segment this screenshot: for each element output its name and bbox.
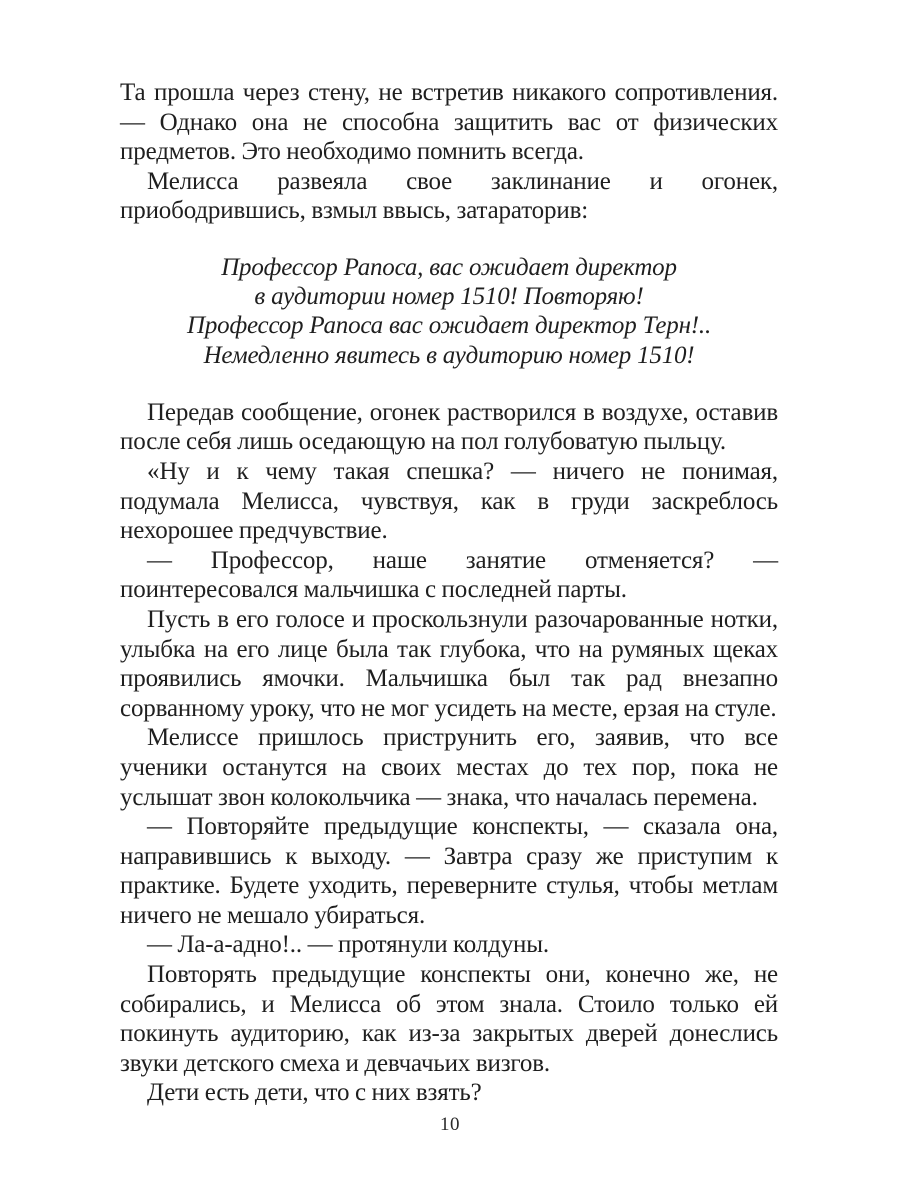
text-before-message	[120, 78, 778, 226]
paragraph: — Ла-а-адно!.. — протянули колдуны.	[147, 931, 550, 959]
message-line: Немедленно явитесь в аудиторию номер 1510!	[203, 341, 695, 369]
message-line: Профессор Рапоса вас ожидает директор Терн!..	[186, 312, 712, 340]
paragraph: Та прошла через стену, не встретив никакого сопротивления. — Однако она не способна защитить вас от физических предметов. Это необходимо помнить всегда.	[120, 79, 778, 166]
paragraph: Повторять предыдущие конспекты они, конечно же, не собирались, и Мелисса об этом знала. Стоило только ей покинуть аудиторию, как из-за закрытых дверей донеслись звуки детского смеха и девчачьих визгов.	[120, 961, 778, 1077]
message-line: в аудитории номер 1510! Повторяю!	[254, 283, 644, 311]
page-number: 10	[440, 1114, 460, 1135]
paragraph: Передав сообщение, огонек растворился в воздухе, оставив после себя лишь оседающую на пол голубоватую пыльцу.	[120, 398, 778, 456]
paragraph: Пусть в его голосе и проскользнули разочарованные нотки, улыбка на его лице была так глубока, что на румяных щеках проявились ямочки. Мальчишка был так рад внезапно сорванному уроку, что не мог усидеть на месте, ерзая на стуле.	[120, 605, 778, 722]
paragraph: Мелисса развеяла свое заклинание и огонек, приободрившись, взмыл ввысь, затараторив:	[120, 167, 778, 225]
paragraph: Мелиссе пришлось приструнить его, заявив, что все ученики останутся на своих местах до тех пор, пока не услышат звон колокольчика — знака, что началась перемена.	[120, 724, 778, 811]
message-line: Профессор Рапоса, вас ожидает директор	[221, 253, 677, 281]
paragraph: — Повторяйте предыдущие конспекты, — сказала она, направившись к выходу. — Завтра сразу же приступим к практике. Будете уходить, переверните стулья, чтобы метлам ничего не мешало убираться.	[120, 813, 778, 929]
paragraph: Дети есть дети, что с них взять?	[147, 1079, 482, 1107]
book-page	[120, 78, 778, 1118]
paragraph: — Профессор, наше занятие отменяется? — поинтересовался мальчишка с последней парты.	[120, 546, 778, 604]
magic-message	[120, 253, 778, 370]
paragraph: «Ну и к чему такая спешка? — ничего не понимая, подумала Мелисса, чувствуя, как в груди заскреблось нехорошее предчувствие.	[120, 457, 778, 545]
text-after-message	[120, 398, 778, 1108]
